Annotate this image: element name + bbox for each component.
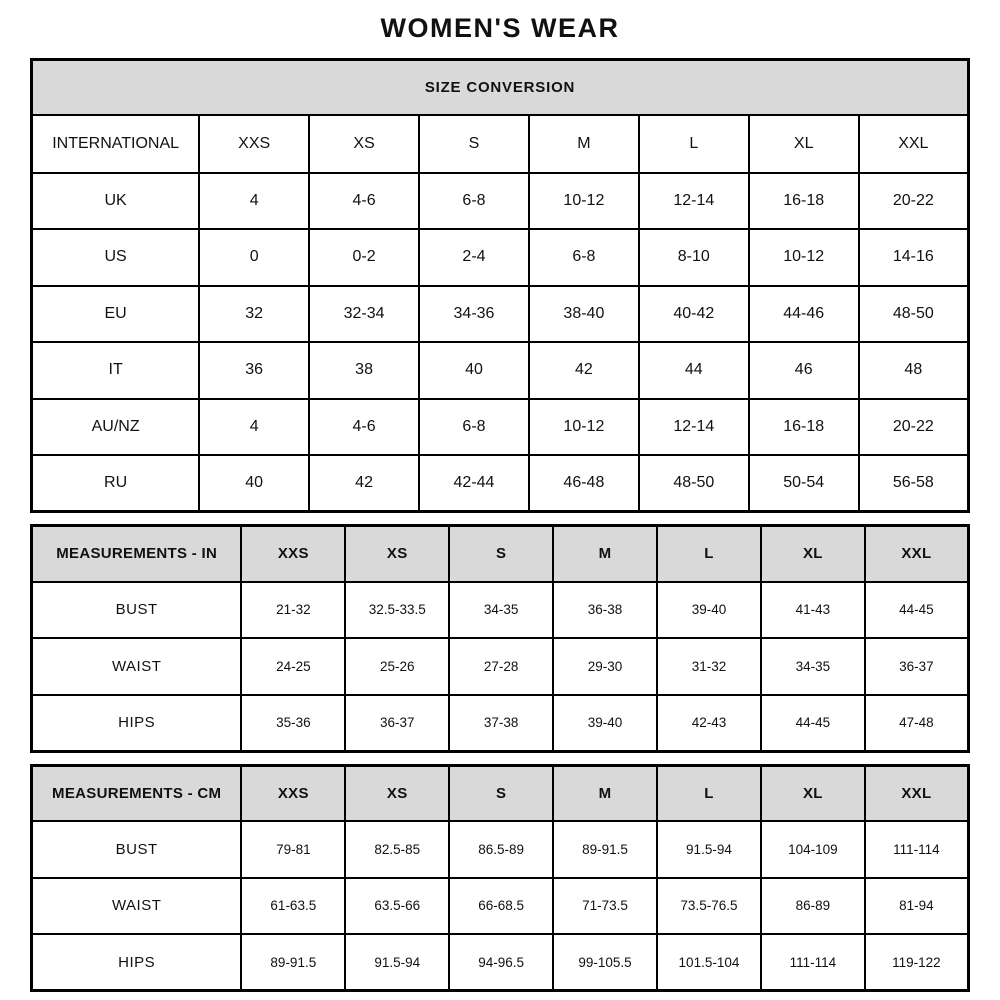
column-header-row [32,765,969,821]
table-row [32,878,969,935]
table-row [32,934,969,991]
cell-value: 31-32 [657,638,761,695]
cell-value: 0-2 [309,229,419,286]
cell-value: 44-45 [761,695,865,752]
measurements-in-table [30,524,970,753]
cell-value: 94-96.5 [449,934,553,991]
size-conversion-banner: SIZE CONVERSION [32,60,969,115]
cell-value: 32 [199,286,309,343]
table-row [32,173,969,230]
cell-value: 20-22 [859,399,969,456]
column-header-xxs: XXS [199,115,309,173]
row-label: HIPS [32,695,242,752]
cell-value: 29-30 [553,638,657,695]
column-header-xl: XL [761,526,865,582]
table-row [32,821,969,878]
cell-value: 99-105.5 [553,934,657,991]
cell-value: 44-46 [749,286,859,343]
cell-value: 50-54 [749,455,859,512]
cell-value: 8-10 [639,229,749,286]
column-header-m: M [529,115,639,173]
column-header-xxl: XXL [865,526,969,582]
cell-value: 14-16 [859,229,969,286]
measurements-in-body [32,582,969,752]
cell-value: 91.5-94 [345,934,449,991]
cell-value: 44-45 [865,582,969,639]
cell-value: 39-40 [657,582,761,639]
cell-value: 101.5-104 [657,934,761,991]
column-header-xs: XS [345,765,449,821]
cell-value: 4-6 [309,399,419,456]
size-chart-page [30,0,970,992]
cell-value: 37-38 [449,695,553,752]
cell-value: 0 [199,229,309,286]
column-header-xxs: XXS [241,765,345,821]
cell-value: 61-63.5 [241,878,345,935]
column-header-l: L [657,526,761,582]
cell-value: 34-35 [449,582,553,639]
cell-value: 48-50 [859,286,969,343]
cell-value: 6-8 [419,399,529,456]
cell-value: 48 [859,342,969,399]
cell-value: 39-40 [553,695,657,752]
cell-value: 12-14 [639,399,749,456]
cell-value: 16-18 [749,399,859,456]
measurements-cm-banner: MEASUREMENTS - CM [32,765,242,821]
cell-value: 42 [309,455,419,512]
cell-value: 111-114 [865,821,969,878]
size-conversion-body [32,173,969,512]
column-header-l: L [657,765,761,821]
cell-value: 32.5-33.5 [345,582,449,639]
row-label: US [32,229,200,286]
cell-value: 2-4 [419,229,529,286]
cell-value: 20-22 [859,173,969,230]
column-header-row [32,115,969,173]
table-banner-row [32,60,969,115]
cell-value: 16-18 [749,173,859,230]
column-header-international: INTERNATIONAL [32,115,200,173]
cell-value: 10-12 [529,173,639,230]
row-label: BUST [32,821,242,878]
cell-value: 119-122 [865,934,969,991]
cell-value: 32-34 [309,286,419,343]
cell-value: 48-50 [639,455,749,512]
table-row [32,399,969,456]
cell-value: 12-14 [639,173,749,230]
column-header-m: M [553,526,657,582]
cell-value: 24-25 [241,638,345,695]
column-header-s: S [449,765,553,821]
cell-value: 46-48 [529,455,639,512]
row-label: IT [32,342,200,399]
cell-value: 4-6 [309,173,419,230]
cell-value: 40 [419,342,529,399]
cell-value: 36-37 [345,695,449,752]
cell-value: 42-43 [657,695,761,752]
table-row [32,342,969,399]
row-label: HIPS [32,934,242,991]
cell-value: 27-28 [449,638,553,695]
cell-value: 40-42 [639,286,749,343]
cell-value: 34-35 [761,638,865,695]
table-row [32,695,969,752]
cell-value: 10-12 [749,229,859,286]
column-header-row [32,526,969,582]
column-header-l: L [639,115,749,173]
column-header-xxl: XXL [859,115,969,173]
cell-value: 104-109 [761,821,865,878]
cell-value: 21-32 [241,582,345,639]
table-row [32,582,969,639]
cell-value: 36-37 [865,638,969,695]
cell-value: 73.5-76.5 [657,878,761,935]
row-label: UK [32,173,200,230]
cell-value: 86.5-89 [449,821,553,878]
column-header-xl: XL [749,115,859,173]
measurements-cm-table [30,764,970,993]
table-row [32,286,969,343]
cell-value: 56-58 [859,455,969,512]
table-row [32,229,969,286]
measurements-in-banner: MEASUREMENTS - IN [32,526,242,582]
cell-value: 89-91.5 [553,821,657,878]
cell-value: 71-73.5 [553,878,657,935]
cell-value: 42 [529,342,639,399]
row-label: BUST [32,582,242,639]
cell-value: 111-114 [761,934,865,991]
column-header-xl: XL [761,765,865,821]
cell-value: 4 [199,399,309,456]
size-conversion-table [30,58,970,513]
page-title: WOMEN'S WEAR [380,13,620,43]
table-row [32,455,969,512]
column-header-xs: XS [345,526,449,582]
cell-value: 82.5-85 [345,821,449,878]
cell-value: 91.5-94 [657,821,761,878]
cell-value: 38-40 [529,286,639,343]
cell-value: 63.5-66 [345,878,449,935]
cell-value: 25-26 [345,638,449,695]
cell-value: 81-94 [865,878,969,935]
cell-value: 89-91.5 [241,934,345,991]
cell-value: 44 [639,342,749,399]
row-label: WAIST [32,878,242,935]
cell-value: 40 [199,455,309,512]
cell-value: 79-81 [241,821,345,878]
measurements-cm-body [32,821,969,991]
cell-value: 42-44 [419,455,529,512]
cell-value: 6-8 [419,173,529,230]
row-label: AU/NZ [32,399,200,456]
cell-value: 34-36 [419,286,529,343]
cell-value: 47-48 [865,695,969,752]
row-label: WAIST [32,638,242,695]
column-header-xxs: XXS [241,526,345,582]
cell-value: 35-36 [241,695,345,752]
column-header-s: S [449,526,553,582]
cell-value: 4 [199,173,309,230]
cell-value: 36 [199,342,309,399]
column-header-m: M [553,765,657,821]
column-header-xxl: XXL [865,765,969,821]
cell-value: 38 [309,342,419,399]
cell-value: 10-12 [529,399,639,456]
row-label: EU [32,286,200,343]
cell-value: 36-38 [553,582,657,639]
cell-value: 46 [749,342,859,399]
cell-value: 41-43 [761,582,865,639]
cell-value: 66-68.5 [449,878,553,935]
cell-value: 86-89 [761,878,865,935]
cell-value: 6-8 [529,229,639,286]
table-row [32,638,969,695]
column-header-s: S [419,115,529,173]
row-label: RU [32,455,200,512]
column-header-xs: XS [309,115,419,173]
